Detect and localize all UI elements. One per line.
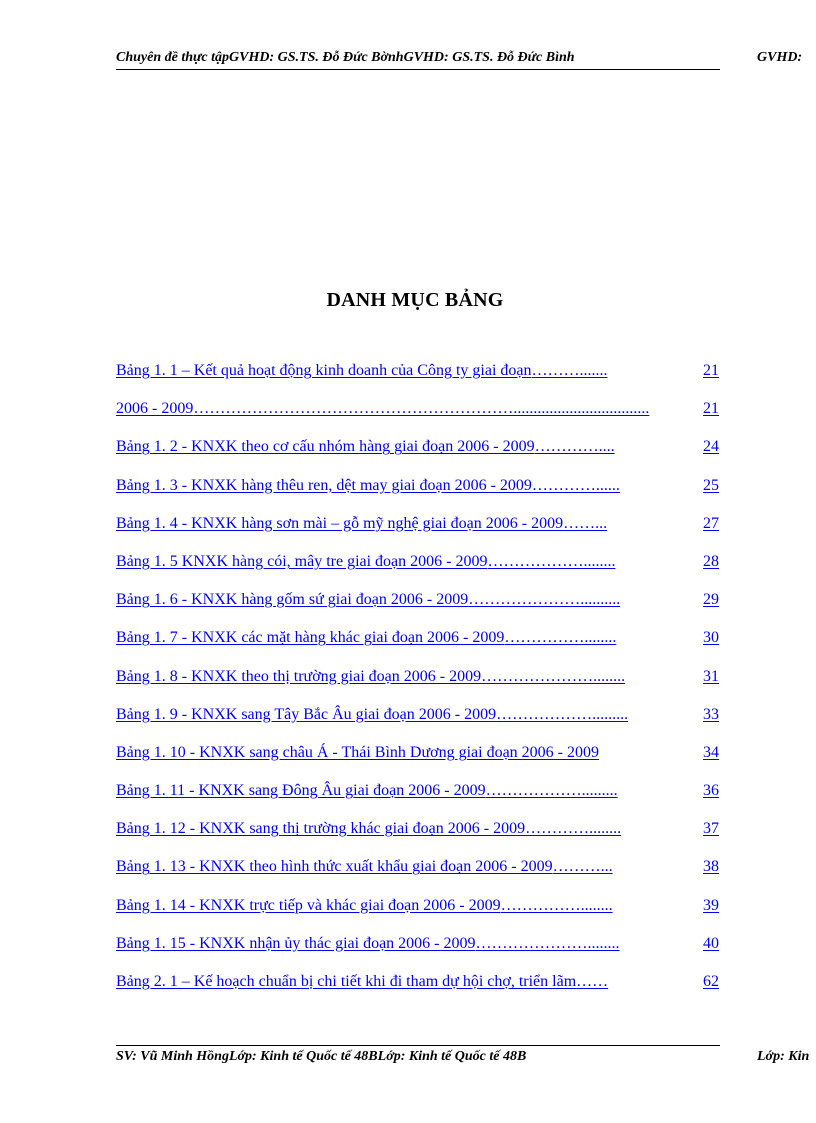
- toc-leader-dots: ……….......: [531, 362, 608, 379]
- page-title: DANH MỤC BẢNG: [326, 289, 504, 311]
- toc-entry-title: 2006 - 2009: [116, 400, 194, 418]
- toc-entry-title: Bảng 1. 12 - KNXK sang thị trường khác giai đoạn 2006 - 2009: [116, 820, 526, 838]
- toc-link[interactable]: [116, 856, 719, 878]
- footer-divider: [116, 1045, 720, 1046]
- toc-entry[interactable]: [116, 360, 719, 398]
- toc-page-number: 39: [703, 896, 719, 914]
- toc-entry[interactable]: [116, 933, 719, 971]
- toc-link[interactable]: [116, 627, 719, 649]
- toc-page-number: 31: [703, 667, 719, 685]
- toc-entry-title: Bảng 1. 1 – Kết quả hoạt động kinh doanh của Công ty giai đoạn: [116, 362, 532, 379]
- toc-entry[interactable]: [116, 666, 719, 704]
- toc-entry-title: Bảng 1. 13 - KNXK theo hình thức xuất khẩu giai đoạn 2006 - 2009: [116, 858, 553, 876]
- footer-left-text: SV: Vũ Minh HồngLớp: Kinh tế Quốc tế 48BLớp: Kinh tế Quốc tế 48B: [116, 1049, 527, 1064]
- header-divider: [116, 69, 720, 70]
- toc-leader-dots: …………………..........: [468, 591, 621, 609]
- table-list: [116, 360, 719, 1009]
- toc-entry[interactable]: [116, 475, 719, 513]
- toc-page-number: 30: [703, 629, 719, 647]
- toc-page-number: 28: [703, 552, 719, 570]
- toc-link[interactable]: [116, 513, 719, 535]
- footer-right-text: Lớp: Kin: [757, 1049, 810, 1064]
- toc-entry[interactable]: [116, 398, 719, 436]
- toc-page-number: 21: [703, 362, 719, 379]
- toc-entry-title: Bảng 2. 1 – Kế hoạch chuẩn bị chi tiết khi đi tham dự hội chợ, triển lãm: [116, 973, 577, 990]
- toc-entry-title: Bảng 1. 5 KNXK hàng cói, mây tre giai đoạn 2006 - 2009: [116, 552, 488, 570]
- toc-page-number: 38: [703, 858, 719, 876]
- toc-entry-title: Bảng 1. 3 - KNXK hàng thêu ren, dệt may giai đoạn 2006 - 2009: [116, 476, 532, 494]
- toc-entry-title: Bảng 1. 4 - KNXK hàng sơn mài – gỗ mỹ nghệ giai đoạn 2006 - 2009: [116, 514, 564, 532]
- toc-entry-title: Bảng 1. 8 - KNXK theo thị trường giai đoạn 2006 - 2009: [116, 667, 482, 685]
- toc-entry-title: Bảng 1. 2 - KNXK theo cơ cấu nhóm hàng giai đoạn 2006 - 2009: [116, 438, 535, 456]
- toc-leader-dots: ……...: [563, 514, 608, 532]
- toc-entry[interactable]: [116, 436, 719, 474]
- toc-leader-dots: …………........: [525, 820, 622, 838]
- toc-page-number: 21: [703, 400, 719, 418]
- toc-entry[interactable]: [116, 551, 719, 589]
- toc-entry[interactable]: [116, 627, 719, 665]
- toc-entry[interactable]: [116, 742, 719, 780]
- toc-entry-title: Bảng 1. 14 - KNXK trực tiếp và khác giai đoạn 2006 - 2009: [116, 896, 501, 914]
- toc-link[interactable]: [116, 704, 719, 726]
- toc-page-number: 36: [703, 782, 719, 800]
- toc-leader-dots: …………………........: [481, 667, 626, 685]
- toc-page-number: 27: [703, 514, 719, 532]
- toc-page-number: 29: [703, 591, 719, 609]
- toc-entry[interactable]: [116, 895, 719, 933]
- toc-page-number: 33: [703, 705, 719, 723]
- toc-entry-title: Bảng 1. 15 - KNXK nhận ủy thác giai đoạn 2006 - 2009: [116, 934, 476, 952]
- toc-link[interactable]: [116, 971, 719, 993]
- toc-leader-dots: …………....: [534, 438, 615, 456]
- toc-leader-dots: …………......: [531, 476, 620, 494]
- toc-entry-title: Bảng 1. 7 - KNXK các mặt hàng khác giai đoạn 2006 - 2009: [116, 629, 505, 647]
- toc-page-number: 37: [703, 820, 719, 838]
- toc-link[interactable]: [116, 398, 719, 420]
- toc-link[interactable]: [116, 742, 719, 764]
- toc-link[interactable]: [116, 780, 719, 802]
- toc-link[interactable]: [116, 551, 719, 573]
- header-left-text: Chuyên đề thực tậpGVHD: GS.TS. Đỗ Đức BờnhGVHD: GS.TS. Đỗ Đức Bình: [116, 50, 575, 65]
- toc-link[interactable]: [116, 666, 719, 688]
- toc-entry[interactable]: [116, 704, 719, 742]
- toc-entry[interactable]: [116, 818, 719, 856]
- toc-leader-dots: …………………........: [475, 934, 620, 952]
- toc-link[interactable]: [116, 895, 719, 917]
- toc-page-number: 40: [703, 934, 719, 952]
- toc-link[interactable]: [116, 589, 719, 611]
- toc-page-number: 62: [703, 973, 719, 990]
- toc-entry[interactable]: [116, 589, 719, 627]
- toc-entry[interactable]: [116, 513, 719, 551]
- toc-page-number: 34: [703, 743, 719, 761]
- toc-leader-dots: ………………........: [487, 552, 616, 570]
- header-right-text: GVHD:: [757, 50, 803, 65]
- toc-leader-dots: ……………........: [504, 629, 617, 647]
- toc-leader-dots: ……………........: [500, 896, 613, 914]
- toc-leader-dots: ……………………………………………………..................................: [193, 400, 650, 418]
- toc-leader-dots: ……: [576, 973, 609, 990]
- toc-entry-title: Bảng 1. 6 - KNXK hàng gốm sứ giai đoạn 2006 - 2009: [116, 591, 469, 609]
- toc-leader-dots: [599, 742, 703, 764]
- toc-entry-title: Bảng 1. 9 - KNXK sang Tây Bắc Âu giai đoạn 2006 - 2009: [116, 705, 497, 723]
- toc-leader-dots: ………...: [552, 858, 613, 876]
- toc-entry[interactable]: [116, 780, 719, 818]
- toc-page-number: 24: [703, 438, 719, 456]
- toc-entry[interactable]: [116, 856, 719, 894]
- toc-entry-title: Bảng 1. 11 - KNXK sang Đông Âu giai đoạn 2006 - 2009: [116, 782, 486, 800]
- toc-page-number: 25: [703, 476, 719, 494]
- toc-link[interactable]: [116, 360, 719, 382]
- toc-link[interactable]: [116, 436, 719, 458]
- toc-entry[interactable]: [116, 971, 719, 1009]
- toc-link[interactable]: [116, 818, 719, 840]
- toc-leader-dots: ……………….........: [485, 782, 618, 800]
- toc-link[interactable]: [116, 933, 719, 955]
- toc-link[interactable]: [116, 475, 719, 497]
- toc-entry-title: Bảng 1. 10 - KNXK sang châu Á - Thái Bình Dương giai đoạn 2006 - 2009: [116, 743, 599, 761]
- toc-leader-dots: ……………….........: [496, 705, 629, 723]
